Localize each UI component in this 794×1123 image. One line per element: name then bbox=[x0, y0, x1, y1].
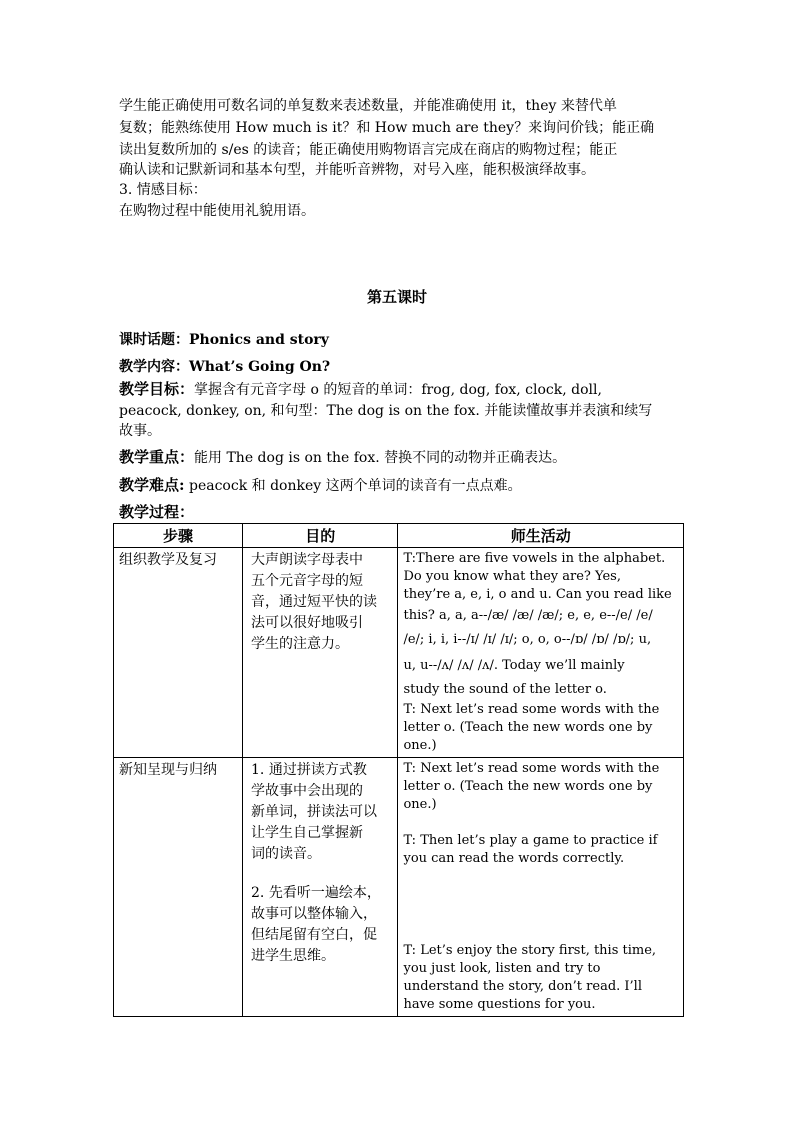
activity-line: T:There are five vowels in the alphabet. bbox=[403, 551, 666, 566]
intro-line-4: 确认读和记默新词和基本句型，并能听音辨物，对号入座，能积极演绎故事。 bbox=[119, 162, 595, 178]
purpose-line: 2. 先看听一遍绘本， bbox=[251, 885, 381, 901]
activity-line: T: Next let’s read some words with the bbox=[403, 761, 660, 776]
intro-line-3: 读出复数所加的 s/es 的读音；能正确使用购物语言完成在商店的购物过程；能正 bbox=[119, 142, 618, 158]
goals-label: 教学目标： bbox=[119, 380, 195, 398]
activity-line: Do you know what they are? Yes, bbox=[403, 569, 621, 584]
goals-line-1 bbox=[119, 379, 602, 400]
purpose-line: 学生的注意力。 bbox=[251, 636, 350, 652]
purpose-line: 法可以很好地吸引 bbox=[251, 615, 364, 631]
goals-text-1: 掌握含有元音字母 o 的短音的单词：frog, dog, fox, clock, doll, bbox=[194, 382, 602, 398]
header-purpose: 目的 bbox=[243, 524, 398, 548]
purpose-line: 1. 通过拼读方式教 bbox=[251, 762, 367, 778]
affective-goal-text: 在购物过程中能使用礼貌用语。 bbox=[119, 203, 315, 219]
intro-line-1: 学生能正确使用可数名词的单复数来表述数量，并能准确使用 it，they 来替代单 bbox=[119, 98, 617, 114]
goals-line-2: peacock, donkey, on, 和句型：The dog is on the fox. 并能读懂故事并表演和续写 bbox=[119, 403, 653, 419]
purpose-line: 五个元音字母的短 bbox=[251, 573, 364, 589]
topic-label: 课时话题： bbox=[119, 332, 189, 348]
spacer bbox=[403, 868, 678, 942]
header-activity: 师生活动 bbox=[398, 524, 684, 548]
purpose-line: 新单词，拼读法可以 bbox=[251, 804, 378, 820]
lesson-title: 第五课时 bbox=[366, 288, 427, 306]
teaching-process-table bbox=[113, 523, 684, 1017]
activity-line: T: Let’s enjoy the story first, this time, bbox=[403, 943, 657, 958]
topic-value: Phonics and story bbox=[189, 332, 329, 348]
purpose-line: 音，通过短平快的读 bbox=[251, 594, 378, 610]
purpose-line: 进学生思维。 bbox=[251, 948, 336, 964]
activity-line: letter o. (Teach the new words one by bbox=[403, 720, 653, 735]
spacer bbox=[251, 865, 392, 883]
difficulty-line bbox=[119, 475, 522, 496]
purpose-line: 让学生自己掌握新 bbox=[251, 825, 364, 841]
table-row bbox=[114, 758, 684, 1017]
activity-line: T: Next let’s read some words with the bbox=[403, 702, 660, 717]
activity-line: have some questions for you. bbox=[403, 997, 596, 1012]
purpose-line: 词的读音。 bbox=[251, 846, 322, 862]
content-line bbox=[119, 357, 330, 377]
activity-line: you just look, listen and try to bbox=[403, 961, 601, 976]
activity-cell bbox=[398, 758, 684, 1017]
goals-line-3: 故事。 bbox=[119, 423, 161, 439]
difficulty-text: peacock 和 donkey 这两个单词的读音有一点点难。 bbox=[184, 478, 522, 494]
activity-line: one.) bbox=[403, 738, 437, 753]
activity-line: study the sound of the letter o. bbox=[403, 682, 607, 697]
affective-goal-heading: 3. 情感目标： bbox=[119, 182, 207, 198]
header-step: 步骤 bbox=[114, 524, 243, 548]
key-point-line bbox=[119, 447, 566, 468]
activity-cell bbox=[398, 548, 684, 758]
activity-line: letter o. (Teach the new words one by bbox=[403, 779, 653, 794]
activity-line: you can read the words correctly. bbox=[403, 851, 625, 866]
step-cell: 新知呈现与归纳 bbox=[114, 758, 243, 1017]
difficulty-label: 教学难点: bbox=[119, 476, 185, 494]
content-value: What’s Going On? bbox=[189, 359, 331, 375]
activity-line: one.) bbox=[403, 797, 437, 812]
purpose-line: 故事可以整体输入， bbox=[251, 906, 378, 922]
purpose-line: 大声朗读字母表中 bbox=[251, 552, 364, 568]
purpose-cell bbox=[243, 758, 398, 1017]
intro-line-2: 复数；能熟练使用 How much is it？和 How much are they？来询问价钱；能正确 bbox=[119, 120, 655, 136]
activity-line: T: Then let’s play a game to practice if bbox=[403, 833, 658, 848]
process-label: 教学过程： bbox=[119, 503, 195, 521]
activity-line: they’re a, e, i, o and u. Can you read like bbox=[403, 587, 672, 602]
key-point-text: 能用 The dog is on the fox. 替换不同的动物并正确表达。 bbox=[194, 450, 567, 466]
activity-line: understand the story, don’t read. I’ll bbox=[403, 979, 642, 994]
table-header-row bbox=[114, 524, 684, 548]
activity-line: /e/; i, i, i--/ɪ/ /ɪ/ /ɪ/; o, o, o--/ɒ/ /ɒ/ /ɒ/; u, bbox=[403, 632, 652, 647]
key-point-label: 教学重点： bbox=[119, 448, 195, 466]
purpose-cell bbox=[243, 548, 398, 758]
topic-line bbox=[119, 330, 329, 350]
table-row bbox=[114, 548, 684, 758]
content-label: 教学内容： bbox=[119, 359, 189, 375]
purpose-line: 学故事中会出现的 bbox=[251, 783, 364, 799]
step-cell: 组织教学及复习 bbox=[114, 548, 243, 758]
activity-line: u, u--/ʌ/ /ʌ/ /ʌ/. Today we’ll mainly bbox=[403, 658, 625, 673]
spacer bbox=[403, 814, 678, 832]
purpose-line: 但结尾留有空白，促 bbox=[251, 927, 378, 943]
activity-line: this? a, a, a--/æ/ /æ/ /æ/; e, e, e--/e/ /e/ bbox=[403, 608, 653, 623]
